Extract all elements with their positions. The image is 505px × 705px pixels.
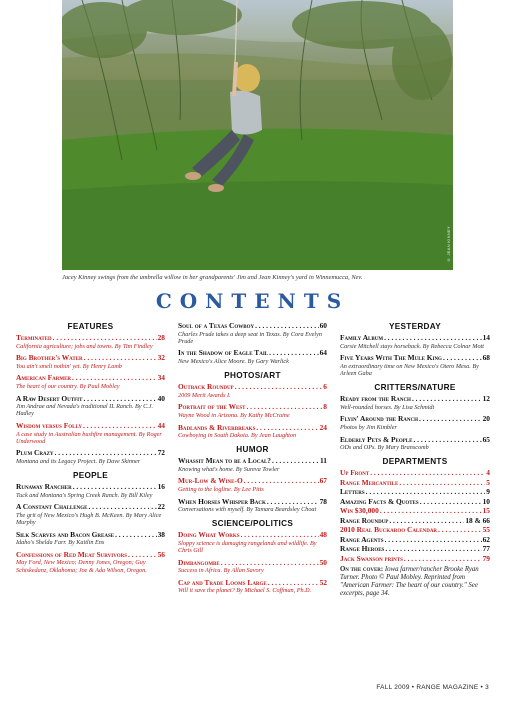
entry-title: Ready from the Ranch bbox=[340, 394, 411, 404]
entry-desc: The heart of our country. By Paul Mobley bbox=[16, 382, 120, 390]
contents-heading: CONTENTS bbox=[155, 289, 350, 313]
entry-title: Whassit Mean to be a Local? bbox=[178, 456, 271, 466]
entry-page: 4 bbox=[486, 468, 490, 478]
entry-title: Range Agents bbox=[340, 534, 384, 544]
entry-desc: Conversations with myself. By Tamara Beardsley Choat bbox=[178, 506, 317, 514]
toc-entry[interactable] bbox=[16, 374, 165, 390]
toc-column-3 bbox=[340, 322, 490, 598]
toc-entry[interactable] bbox=[16, 354, 165, 370]
toc-entry[interactable] bbox=[340, 334, 490, 350]
entry-desc: ODs and OPs. By Mary Branscomb bbox=[340, 444, 429, 452]
toc-entry[interactable] bbox=[178, 457, 327, 473]
entry-page: 72 bbox=[157, 448, 165, 458]
toc-entry[interactable] bbox=[16, 483, 165, 499]
entry-page: 12 bbox=[482, 394, 490, 404]
toc-entry[interactable] bbox=[178, 383, 327, 399]
toc-entry[interactable] bbox=[16, 551, 165, 574]
entry-page: 20 bbox=[482, 414, 490, 424]
photo-caption: Jacey Kinney swings from the umbrella willow in her grandparents' Jim and Jean Kinney's yard in Winnemucca, Nev. bbox=[62, 274, 363, 281]
entry-title: Cap and Trade Looms Large bbox=[178, 577, 267, 587]
entry-desc: Knowing what's home. By Sureva Towler bbox=[178, 465, 280, 473]
entry-page: 44 bbox=[157, 421, 165, 431]
entry-title: When Horses Whisper Back bbox=[178, 496, 266, 506]
entry-desc: You ain't smelt nothin' yet. By Henry Lamb bbox=[16, 362, 122, 370]
entry-page: 55 bbox=[482, 525, 490, 535]
entry-page: 50 bbox=[319, 557, 327, 567]
toc-entry[interactable] bbox=[178, 349, 327, 365]
entry-title: Portrait of the West bbox=[178, 402, 246, 412]
toc-entry[interactable] bbox=[340, 488, 490, 497]
toc-entry[interactable] bbox=[340, 415, 490, 431]
toc-entry[interactable] bbox=[178, 559, 327, 575]
entry-page: 32 bbox=[157, 353, 165, 363]
toc-entry[interactable] bbox=[16, 449, 165, 465]
entry-page: 8 bbox=[323, 402, 327, 412]
photo-credit: © JEAN KINNEY bbox=[446, 225, 451, 262]
entry-desc: Tuck and Montana's Spring Creek Ranch. By Bill Kiley bbox=[16, 491, 153, 499]
entry-desc: Idaho's Shelda Farr. By Kaitlin Ens bbox=[16, 539, 105, 547]
entry-title: Five Years With The Mule King bbox=[340, 353, 442, 363]
toc-entry[interactable] bbox=[340, 526, 490, 535]
entry-page: 28 bbox=[157, 333, 165, 342]
entry-desc: Cowboying in South Dakota. By Jean Laughton bbox=[178, 432, 297, 440]
entry-page: 67 bbox=[319, 476, 327, 486]
entry-title: Big Brother's Water bbox=[16, 353, 83, 363]
entry-page: 65 bbox=[482, 434, 490, 444]
entry-desc: Well-rounded horses. By Lisa Schmidt bbox=[340, 403, 435, 411]
entry-desc: Getting to the logline. By Lee Pitts bbox=[178, 485, 264, 493]
section-heading: CRITTERS/NATURE bbox=[374, 383, 456, 393]
entry-title: Mur-Low & Wine-O bbox=[178, 476, 243, 486]
entry-title: Terminated bbox=[16, 333, 52, 342]
entry-title: Badlands & Riverbreaks bbox=[178, 422, 256, 432]
entry-page: 6 bbox=[323, 382, 327, 392]
entry-title: Silk Scarves and Bacon Grease bbox=[16, 529, 115, 539]
page-footer: FALL 2009 • RANGE MAGAZINE • 3 bbox=[376, 684, 489, 691]
entry-title: Runaway Rancher bbox=[16, 482, 72, 492]
entry-desc: An extraordinary time on New Mexico's Otero Mesa. By Arleen Gaba bbox=[340, 362, 479, 377]
entry-title: Doing What Works bbox=[178, 530, 240, 540]
toc-entry[interactable] bbox=[178, 531, 327, 554]
toc-entry[interactable] bbox=[178, 477, 327, 493]
entry-desc: Montana and its Legacy Project. By Dave Skinner bbox=[16, 457, 141, 465]
entry-page: 62 bbox=[482, 534, 490, 544]
entry-page: 77 bbox=[482, 544, 490, 554]
entry-title: Confessions of Red Meat Survivors bbox=[16, 549, 128, 559]
entry-desc: Photos by Jim Kimbler bbox=[340, 423, 397, 431]
toc-entry[interactable] bbox=[16, 334, 165, 350]
toc-column-1 bbox=[16, 322, 165, 578]
toc-entry[interactable] bbox=[340, 395, 490, 411]
entry-desc: 2009 Merit Awards I. bbox=[178, 391, 231, 399]
toc-entry[interactable] bbox=[178, 579, 327, 595]
toc-entry[interactable] bbox=[340, 536, 490, 545]
section-heading: YESTERDAY bbox=[389, 322, 441, 331]
toc-entry[interactable] bbox=[340, 479, 490, 488]
entry-desc: New Mexico's Alice Moore. By Gary Warlick bbox=[178, 357, 289, 365]
toc-entry[interactable] bbox=[340, 545, 490, 554]
entry-title: American Farmer bbox=[16, 373, 72, 383]
section-heading: SCIENCE/POLITICS bbox=[211, 519, 294, 529]
toc-entry[interactable] bbox=[16, 395, 165, 418]
entry-title: Outback Roundup bbox=[178, 382, 234, 392]
toc-entry[interactable] bbox=[178, 424, 327, 440]
entry-page: 24 bbox=[319, 422, 327, 432]
cover-note bbox=[340, 566, 490, 598]
entry-page: 15 bbox=[482, 506, 490, 516]
entry-page: 34 bbox=[157, 373, 165, 383]
entry-desc: Success in Africa. By Allan Savory bbox=[178, 567, 264, 575]
entry-title: In the Shadow of Eagle Tail bbox=[178, 348, 269, 358]
swing-scene-illustration bbox=[62, 0, 453, 270]
toc-entry[interactable] bbox=[16, 422, 165, 445]
entry-desc: Wayne Wood in Arizona. By Kathy McCraine bbox=[178, 411, 290, 419]
entry-page: 52 bbox=[319, 577, 327, 587]
toc-entry[interactable] bbox=[340, 498, 490, 507]
entry-page: 18 & 66 bbox=[465, 515, 490, 525]
entry-title: Range Heroes bbox=[340, 544, 385, 554]
cover-note-text: Iowa farmer/rancher Brooke Ryan Turner. Photo © Paul Mobley. Reprinted from "American Farmer: The heart of our country." See excerpts, page 34. bbox=[340, 566, 479, 598]
entry-page: 64 bbox=[319, 348, 327, 358]
entry-title: Win $30,000 bbox=[340, 506, 379, 516]
toc-entry[interactable] bbox=[16, 503, 165, 526]
toc-column-2 bbox=[178, 322, 327, 599]
entry-page: 14 bbox=[482, 333, 490, 342]
entry-desc: The grit of New Mexico's Hugh B. McKeen. By Mary Alice Murphy bbox=[16, 511, 162, 527]
entry-page: 60 bbox=[319, 321, 327, 330]
entry-title: Wisdom versus Folly bbox=[16, 421, 82, 431]
entry-desc: Carsie Mitchell stays horseback. By Rebecca Colnar Mott bbox=[340, 342, 484, 350]
entry-title: Range Mercantile bbox=[340, 477, 399, 487]
section-heading: PEOPLE bbox=[72, 471, 108, 481]
entry-desc: California agriculture; jobs and towns. By Tim Findley bbox=[16, 342, 153, 350]
entry-title: Amazing Facts & Quotes bbox=[340, 496, 419, 506]
entry-page: 11 bbox=[320, 456, 327, 466]
entry-title: Plum Crazy bbox=[16, 448, 54, 458]
entry-desc: Charles Prude takes a deep seat in Texas. By Cora Evelyn Prude bbox=[178, 330, 322, 345]
entry-title: 2010 Real Buckaroo Calendar bbox=[340, 525, 438, 535]
toc-entry[interactable] bbox=[178, 403, 327, 419]
entry-title: Letters bbox=[340, 487, 365, 497]
entry-page: 10 bbox=[482, 496, 490, 506]
toc-entry[interactable] bbox=[340, 354, 490, 377]
entry-page: 38 bbox=[157, 529, 165, 539]
section-heading: DEPARTMENTS bbox=[382, 457, 448, 467]
entry-title: Elderly Pets & People bbox=[340, 434, 413, 444]
toc-entry[interactable] bbox=[178, 322, 327, 345]
section-heading: FEATURES bbox=[67, 322, 114, 331]
entry-title: A Raw Desert Outfit bbox=[16, 393, 83, 403]
toc-entry[interactable] bbox=[340, 469, 490, 478]
toc-entry[interactable] bbox=[340, 507, 490, 516]
toc-entry[interactable] bbox=[340, 555, 490, 564]
entry-desc: Will it save the planet? By Michael S. Coffman, Ph.D. bbox=[178, 587, 312, 595]
toc-entry[interactable] bbox=[16, 531, 165, 547]
entry-desc: A case study in Australian bushfire management. By Roger Underwood bbox=[16, 430, 162, 445]
entry-page: 68 bbox=[482, 353, 490, 363]
entry-title: A Constant Challenge bbox=[16, 502, 88, 512]
entry-page: 22 bbox=[157, 502, 165, 512]
toc-entry[interactable] bbox=[340, 436, 490, 452]
entry-page: 40 bbox=[157, 393, 165, 403]
entry-title: Up Front bbox=[340, 468, 370, 478]
entry-title: Jack Swanson prints bbox=[340, 553, 403, 563]
entry-page: 9 bbox=[486, 487, 490, 497]
entry-desc: Jim Andrae and Nevada's traditional IL Ranch. By C.J. Hadley bbox=[16, 403, 154, 418]
entry-title: Range Roundup bbox=[340, 515, 389, 525]
entry-page: 78 bbox=[319, 496, 327, 506]
toc-entry[interactable] bbox=[178, 498, 327, 514]
entry-page: 56 bbox=[157, 549, 165, 559]
toc-entry[interactable] bbox=[340, 517, 490, 526]
entry-title: Dimbangombe bbox=[178, 557, 220, 567]
cover-photo bbox=[62, 0, 453, 270]
entry-title: Family Album bbox=[340, 333, 384, 342]
entry-page: 5 bbox=[486, 477, 490, 487]
entry-page: 79 bbox=[482, 553, 490, 563]
section-heading: HUMOR bbox=[236, 445, 269, 455]
entry-desc: May Ford, New Mexico; Denny Jones, Oregon; Guy Schiskedanz, Oklahoma; Joe & Ada Wilson, Oregon. bbox=[16, 559, 147, 574]
entry-title: Flyin' Around the Ranch bbox=[340, 414, 419, 424]
entry-title: Soul of a Texas Cowboy bbox=[178, 321, 255, 330]
entry-desc: Sloppy science is damaging rangelands and wildlife. By Chris Gill bbox=[178, 539, 317, 555]
section-heading: PHOTOS/ART bbox=[224, 371, 281, 381]
cover-note-lead: On the cover: bbox=[340, 566, 384, 574]
entry-page: 16 bbox=[157, 482, 165, 492]
entry-page: 48 bbox=[319, 530, 327, 540]
